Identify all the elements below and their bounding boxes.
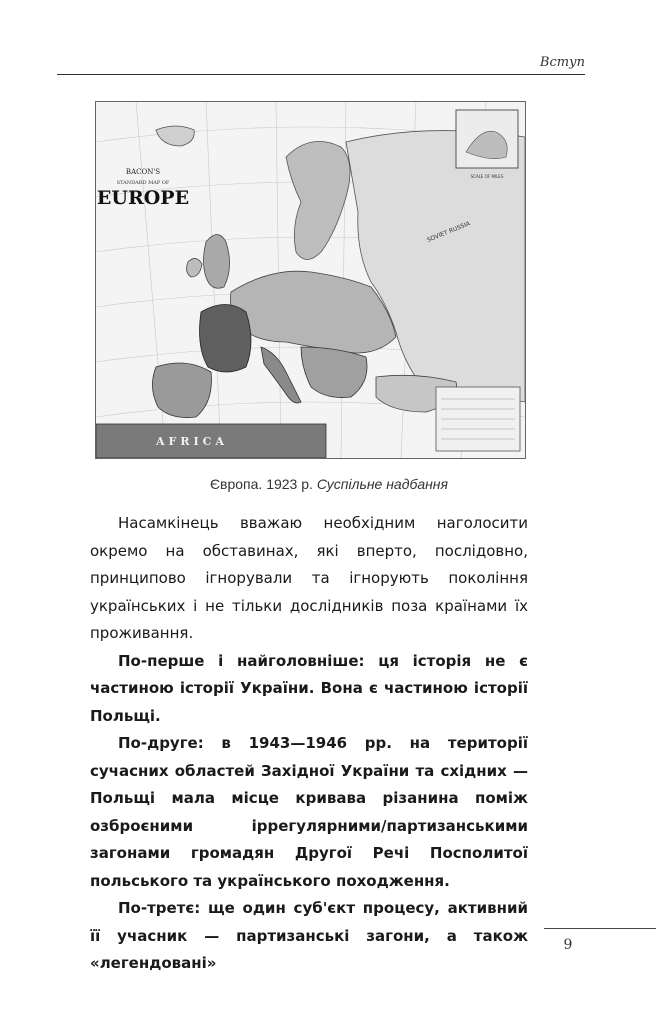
body-text <box>90 510 528 978</box>
paragraph: По-друге: в 1943—1946 рр. на території сучасних областей Західної України та східних — Польщі мала місце кривава різанина поміж озброєними іррегулярними/партизанськими загонами громадян Другої Речі Посполитої польського та українського походження. <box>90 734 528 890</box>
paragraph: По-перше і найголовніше: ця історія не є частиною історії України. Вона є частиною історії Польщі. <box>90 651 528 725</box>
map-title-main: EUROPE <box>96 187 190 209</box>
map-figure <box>95 101 526 459</box>
map-title-sub: STANDARD MAP OF <box>116 180 170 186</box>
map-label-africa: AFRICA <box>156 435 228 448</box>
map-inset-label: SCALE OF MILES <box>470 174 504 179</box>
section-title: Вступ <box>539 55 585 70</box>
caption-italic: Суспільне надбання <box>316 476 448 492</box>
map-label-russia: SOVIET RUSSIA <box>426 220 472 244</box>
europe-map-image <box>96 102 525 458</box>
paragraph: Насамкінець вважаю необхідним наголосити окремо на обставинах, які вперто, послідовно, принципово ігнорували та ігнорують покоління українських і не тільки дослідників поза країнами їх проживання. <box>90 514 528 642</box>
page-number: 9 <box>563 937 573 953</box>
map-title-small: BACON'S <box>125 168 161 176</box>
running-header <box>57 52 585 75</box>
footer-rule <box>544 928 656 929</box>
caption-text: Європа. 1923 р. <box>209 476 317 492</box>
paragraph: По-третє: ще один суб'єкт процесу, активний її учасник — партизанські загони, а також «легендовані» <box>90 899 528 972</box>
figure-caption <box>0 476 658 492</box>
